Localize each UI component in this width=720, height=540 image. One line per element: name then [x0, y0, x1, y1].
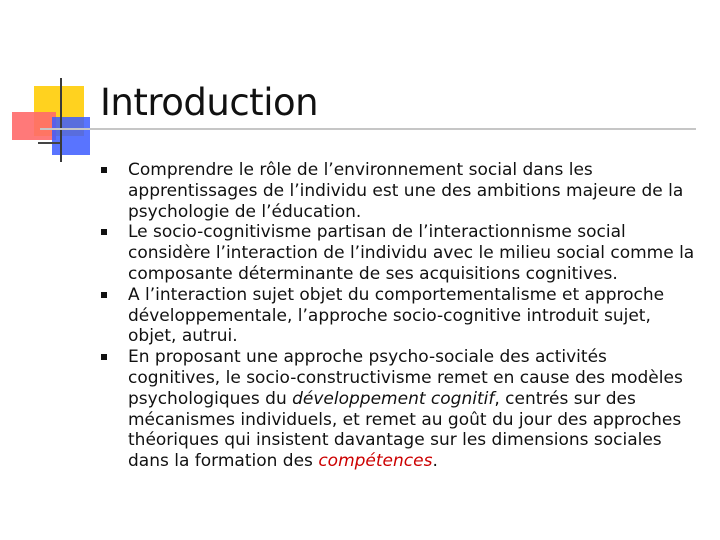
square-bullet-icon [101, 354, 107, 360]
decor-short-line [38, 142, 60, 144]
bullet-item [98, 347, 698, 472]
bullet-text: Comprendre le rôle de l’environnement social dans les apprentissages de l’individu est une des ambitions majeure de la psychologie de l’éducation. [128, 160, 684, 222]
bullet-text: A l’interaction sujet objet du comportementalisme et approche développementale, l’approche socio-cognitive introduit sujet, objet, autrui. [128, 284, 665, 347]
bullet-item [98, 160, 698, 222]
bullet-text-part: . [432, 451, 438, 472]
bullet-item [98, 222, 698, 284]
decor-vertical-line [60, 78, 62, 162]
square-bullet-icon [101, 292, 107, 298]
italic-term-competences: compétences [318, 451, 433, 472]
decor-red-rectangle [12, 112, 56, 140]
decor-blue-square [52, 117, 90, 155]
bullet-text: Le socio-cognitivisme partisan de l’interactionnisme social considère l’interaction de l’individu avec le milieu social comme la composante déterminante de ses acquisitions cognitives. [128, 222, 695, 284]
bullet-list [98, 160, 698, 472]
bullet-item [98, 285, 698, 347]
bullet-text-part: En proposant une approche psycho-sociale des activités cognitives, le socio-constructivisme remet en cause des modèles psychologiques du [128, 347, 683, 409]
bullet-text-part: , centrés sur des mécanismes individuels, et remet au goût du jour des approches théoriques qui insistent davantage sur les dimensions sociales dans la formation des [128, 388, 682, 472]
italic-term-developpement: développement cognitif [292, 388, 495, 409]
bullet-text [128, 347, 683, 471]
square-bullet-icon [101, 167, 107, 173]
title-underline [40, 128, 696, 130]
square-bullet-icon [101, 229, 107, 235]
slide-title: Introduction [100, 81, 319, 124]
